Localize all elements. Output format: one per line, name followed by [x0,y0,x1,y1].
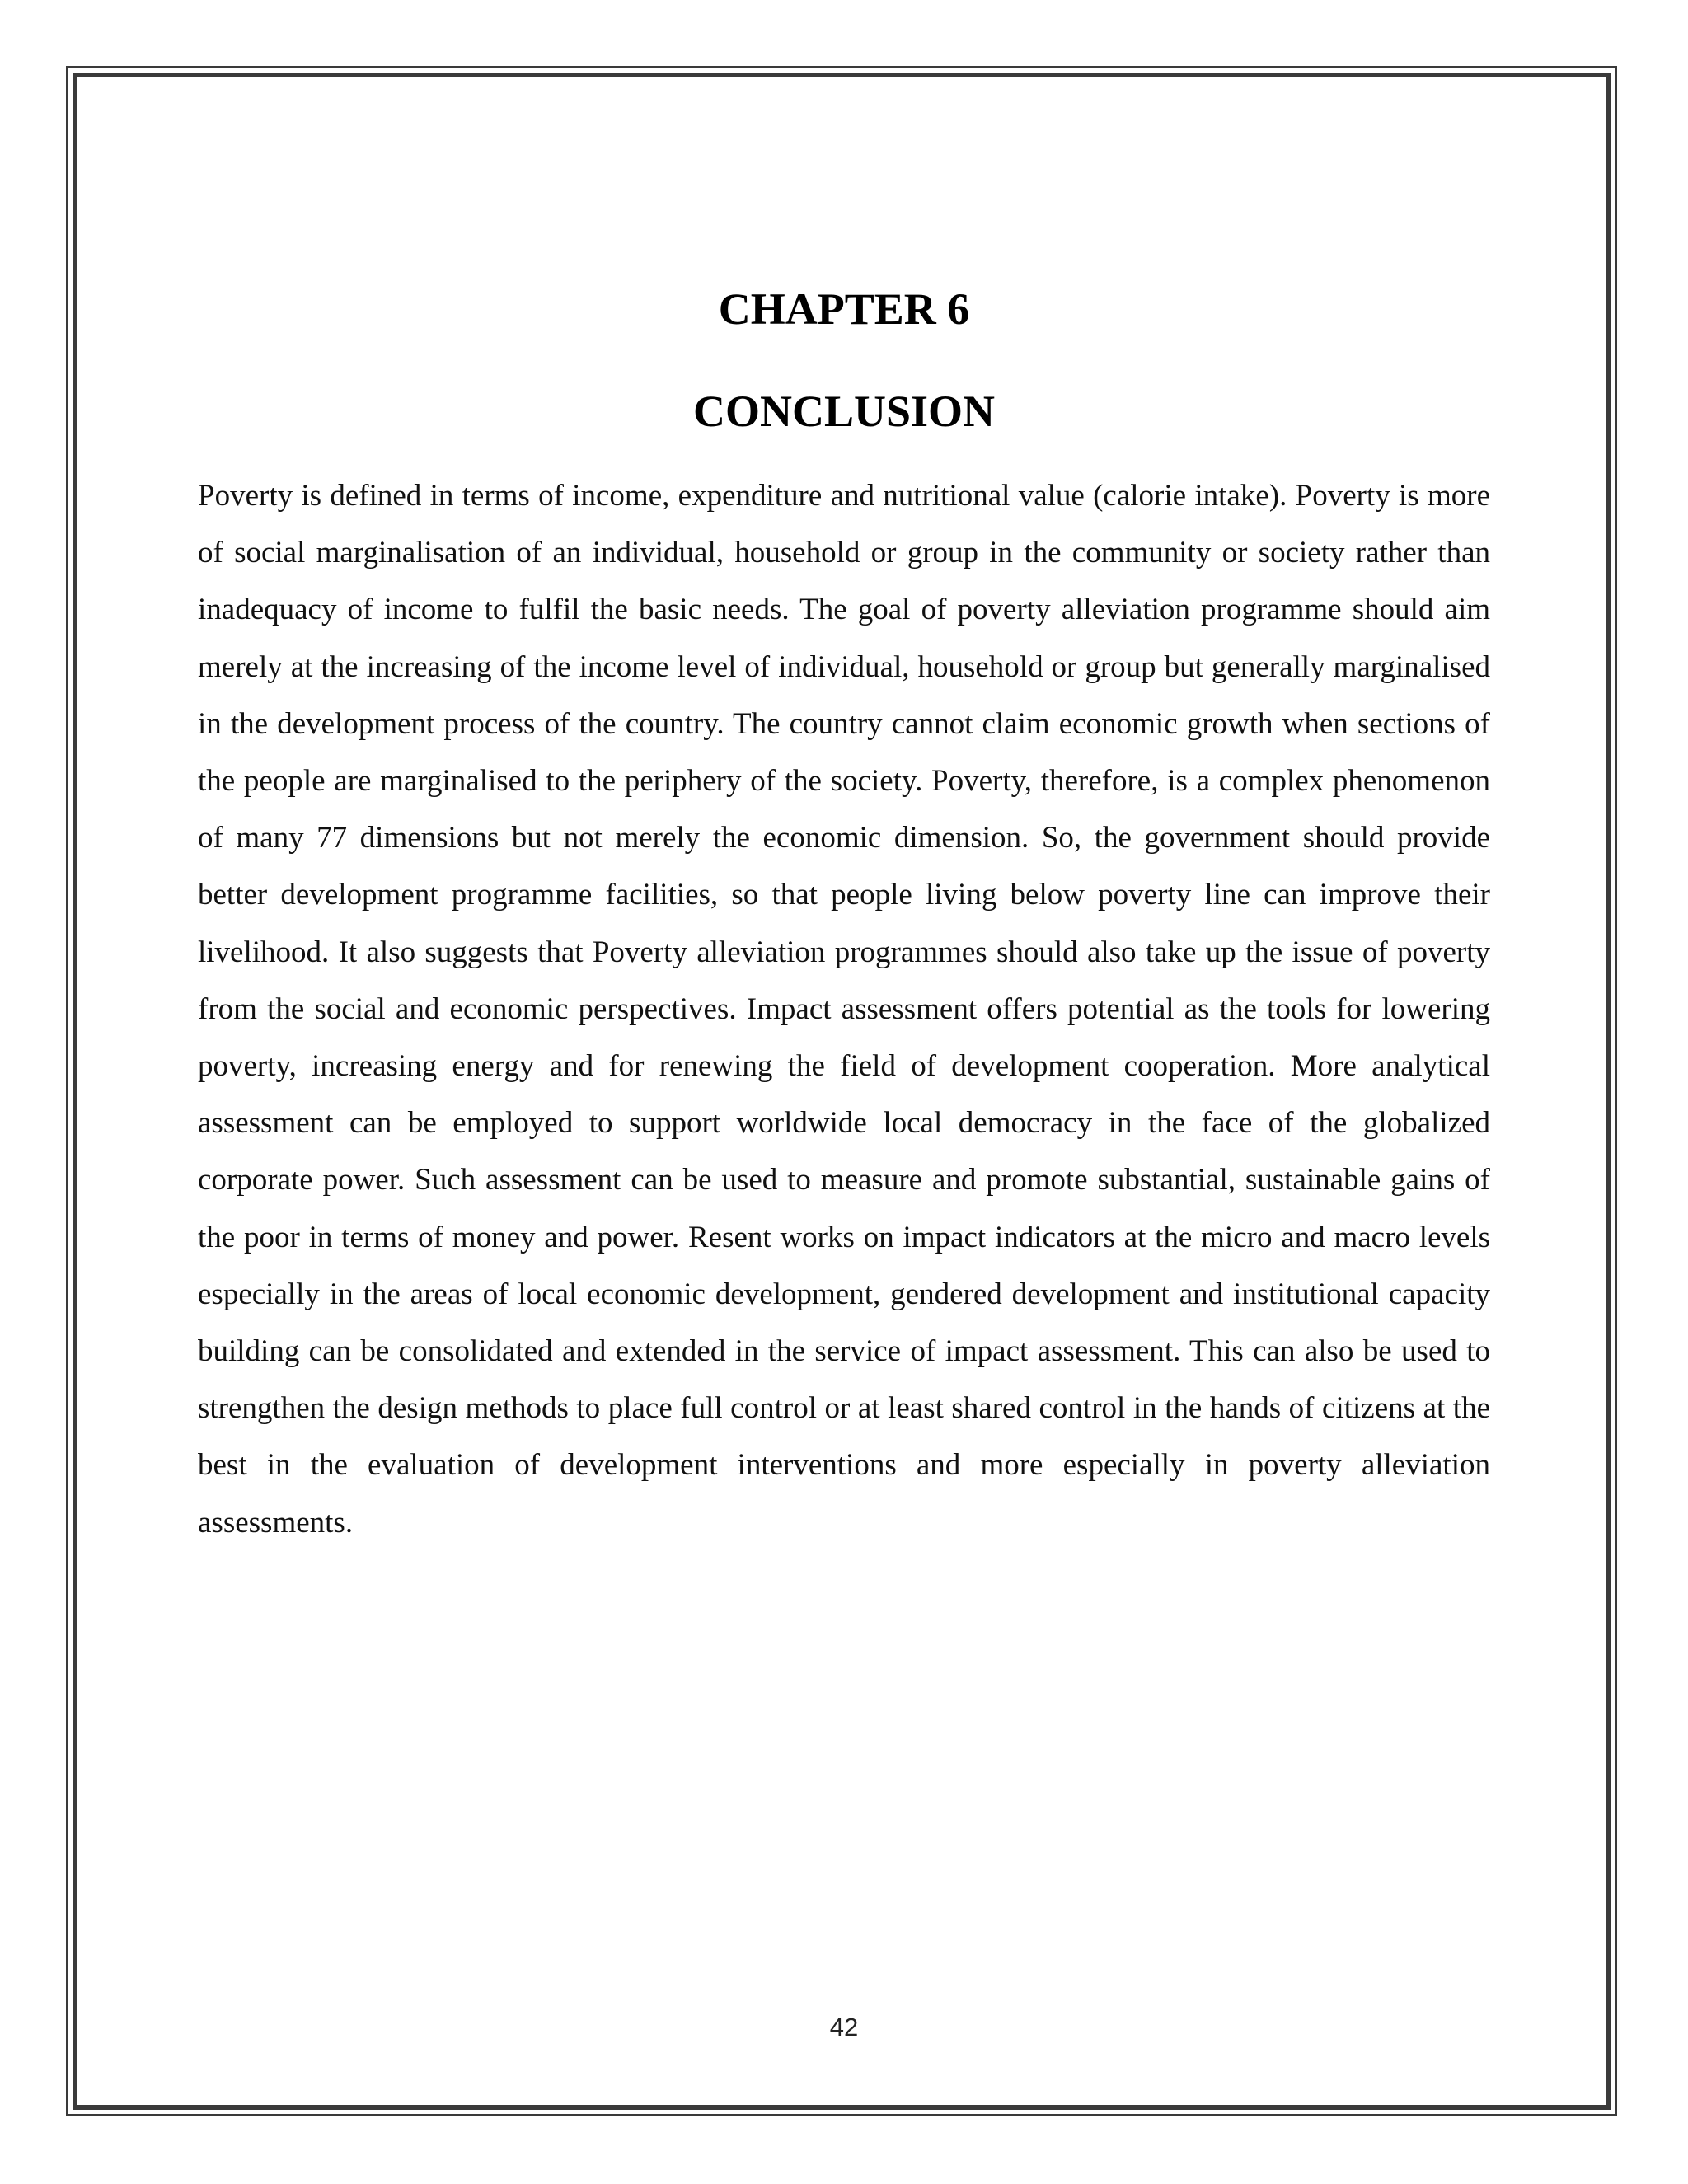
chapter-number: CHAPTER 6 [718,284,970,334]
page-number: 42 [829,2013,859,2041]
body-paragraph: Poverty is defined in terms of income, expenditure and nutritional value (calorie intake). Poverty is more of social marginalisation of an individual, household or group in the community or society rather than inadequacy of income to fulfil the basic needs. The goal of poverty alleviation programme should aim merely at the increasing of the income level of individual, household or group but generally marginalised in the development process of the country. The country cannot claim economic growth when sections of the people are marginalised to the periphery of the society. Poverty, therefore, is a complex phenomenon of many 77 dimensions but not merely the economic dimension. So, the government should provide better development programme facilities, so that people living below poverty line can improve their livelihood. It also suggests that Poverty alleviation programmes should also take up the issue of poverty from the social and economic perspectives. Impact assessment offers potential as the tools for lowering poverty, increasing energy and for renewing the field of development cooperation. More analytical assessment can be employed to support worldwide local democracy in the face of the globalized corporate power. Such assessment can be used to measure and promote substantial, sustainable gains of the poor in terms of money and power. Resent works on impact indicators at the micro and macro levels especially in the areas of local economic development, gendered development and institutional capacity building can be consolidated and extended in the service of impact assessment. This can also be used to strengthen the design methods to place full control or at least shared control in the hands of citizens at the best in the evaluation of development interventions and more especially in poverty alleviation assessments. [198,479,1490,1540]
page-content [198,276,1490,1551]
chapter-title: CONCLUSION [692,387,996,436]
